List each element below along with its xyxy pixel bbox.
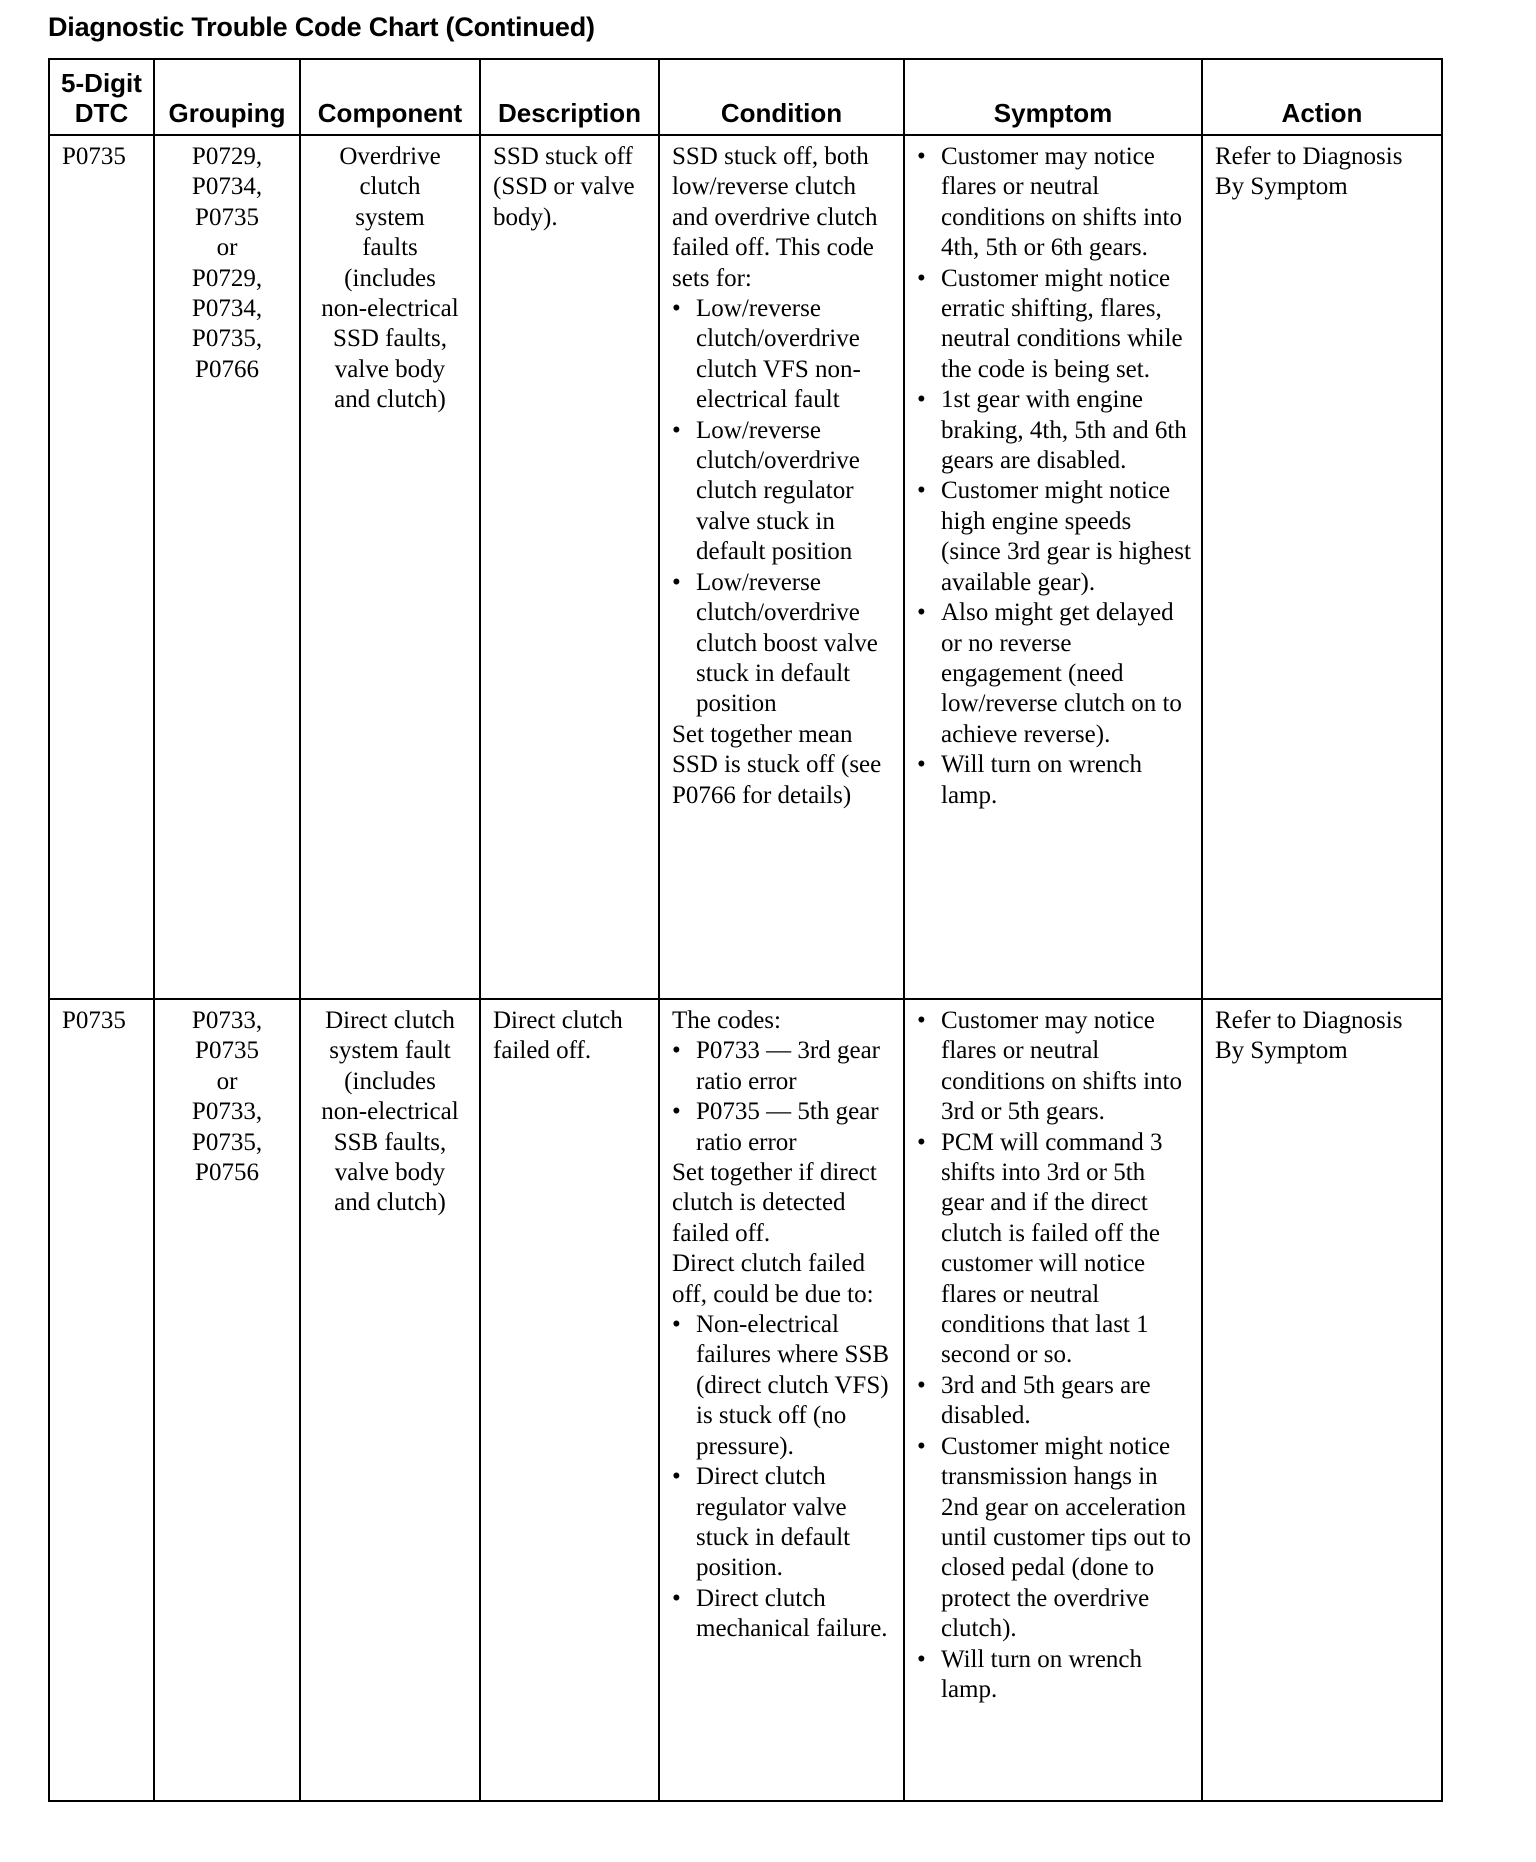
header-dtc <box>49 59 154 135</box>
list-item <box>917 264 1191 386</box>
dtc-chart-table <box>48 58 1443 1802</box>
symptom-bullet-text: Customer might notice high engine speeds (since 3rd gear is highest available gear). <box>941 477 1191 596</box>
condition-bullet-text: P0733 — 3rd gear ratio error <box>696 1037 880 1095</box>
grouping-cell <box>154 135 300 999</box>
grouping-line: P0735, <box>191 1128 263 1156</box>
component-line: non-electrical <box>321 1098 459 1126</box>
list-item <box>917 1006 1191 1128</box>
symptom-bullet-text: Also might get delayed or no reverse engagement (need low/reverse clutch on to achieve reverse). <box>941 599 1182 748</box>
grouping-cell <box>154 999 300 1801</box>
component-line: (includes <box>344 264 436 292</box>
component-line: and clutch) <box>334 1189 446 1217</box>
component-line: clutch <box>359 173 421 201</box>
grouping-line: or <box>216 234 238 262</box>
page-title: Diagnostic Trouble Code Chart (Continued) <box>48 12 595 42</box>
list-item <box>672 1310 893 1462</box>
header-dtc-label: 5-Digit DTC <box>61 68 142 128</box>
symptom-bullet-text: Will turn on wrench lamp. <box>941 751 1143 809</box>
symptom-bullet-text: Customer might notice transmission hangs in 2nd gear on acceleration until customer tips out to closed pedal (done to protect the overdrive clutch). <box>941 1432 1191 1643</box>
list-item <box>672 568 893 720</box>
symptom-bullet-text: Will turn on wrench lamp. <box>941 1645 1143 1703</box>
header-grouping: Grouping <box>154 59 300 135</box>
bullet-icon: • <box>917 599 926 627</box>
bullet-icon: • <box>672 1584 681 1612</box>
component-line: (includes <box>344 1067 436 1095</box>
list-item <box>672 1036 893 1097</box>
list-item <box>672 1584 893 1645</box>
condition-bullet-list <box>672 1310 893 1644</box>
bullet-icon: • <box>672 568 681 596</box>
condition-bullet-text: P0735 — 5th gear ratio error <box>696 1098 879 1156</box>
symptom-bullet-text: 3rd and 5th gears are disabled. <box>941 1371 1151 1430</box>
bullet-icon: • <box>672 1311 681 1339</box>
table-header-row <box>49 59 1442 135</box>
header-symptom: Symptom <box>904 59 1202 135</box>
list-item <box>672 294 893 416</box>
condition-cell <box>659 135 904 999</box>
symptom-cell <box>904 135 1202 999</box>
bullet-icon: • <box>917 1128 926 1156</box>
header-component: Component <box>300 59 480 135</box>
bullet-icon: • <box>672 1037 681 1065</box>
component-line: faults <box>362 234 418 262</box>
list-item <box>672 1097 893 1158</box>
header-action: Action <box>1202 59 1442 135</box>
grouping-line: P0756 <box>195 1159 259 1187</box>
bullet-icon: • <box>917 143 926 170</box>
action-cell: Refer to Diagnosis By Symptom <box>1202 135 1442 999</box>
header-condition: Condition <box>659 59 904 135</box>
list-item <box>917 142 1191 264</box>
symptom-cell <box>904 999 1202 1801</box>
grouping-line: P0729, <box>191 143 263 170</box>
condition-bullet-list <box>672 1036 893 1158</box>
list-item <box>917 476 1191 598</box>
description-cell: Direct clutch failed off. <box>480 999 659 1801</box>
bullet-icon: • <box>672 1463 681 1491</box>
component-line: Direct clutch <box>325 1007 455 1034</box>
table-row <box>49 135 1442 999</box>
component-line: system fault <box>329 1037 451 1065</box>
condition-bullet-text: Direct clutch regulator valve stuck in default position. <box>696 1463 851 1582</box>
grouping-line: P0735 <box>195 1037 259 1065</box>
symptom-bullet-text: 1st gear with engine braking, 4th, 5th and 6th gears are disabled. <box>941 386 1187 475</box>
description-cell: SSD stuck off (SSD or valve body). <box>480 135 659 999</box>
condition-bullet-text: Low/reverse clutch/overdrive clutch regulator valve stuck in default position <box>696 416 860 566</box>
bullet-icon: • <box>917 386 926 414</box>
list-item <box>672 416 893 568</box>
grouping-line: P0734, <box>191 295 263 323</box>
bullet-icon: • <box>917 477 926 505</box>
list-item <box>672 1462 893 1584</box>
list-item <box>917 1432 1191 1645</box>
list-item <box>917 1645 1191 1706</box>
component-line: SSB faults, <box>333 1128 447 1156</box>
component-line: valve body <box>334 355 446 383</box>
condition-bullet-text: Non-electrical failures where SSB (direct clutch VFS) is stuck off (no pressure). <box>696 1311 890 1460</box>
condition-bullet-text: Low/reverse clutch/overdrive clutch boost valve stuck in default position <box>696 568 878 718</box>
dtc-cell: P0735 <box>49 135 154 999</box>
component-line: system <box>355 203 425 231</box>
list-item <box>917 1371 1191 1432</box>
symptom-bullet-text: Customer may notice flares or neutral conditions on shifts into 3rd or 5th gears. <box>941 1007 1182 1126</box>
condition-outro: Set together mean SSD is stuck off (see P0766 for details) <box>672 720 882 809</box>
grouping-line: P0735 <box>195 203 259 231</box>
header-description: Description <box>480 59 659 135</box>
list-item <box>917 750 1191 811</box>
bullet-icon: • <box>672 416 681 444</box>
symptom-bullet-text: PCM will command 3 shifts into 3rd or 5th gear and if the direct clutch is failed off the customer will notice flares or neutral conditions that last 1 second or so. <box>941 1128 1163 1369</box>
action-cell: Refer to Diagnosis By Symptom <box>1202 999 1442 1801</box>
component-line: Overdrive <box>339 143 441 170</box>
dtc-cell: P0735 <box>49 999 154 1801</box>
grouping-line: P0735, <box>191 325 263 353</box>
grouping-line: P0734, <box>191 173 263 201</box>
bullet-icon: • <box>672 295 681 323</box>
grouping-line: or <box>216 1067 238 1095</box>
component-cell <box>300 135 480 999</box>
bullet-icon: • <box>917 751 926 779</box>
list-item <box>917 1128 1191 1371</box>
component-line: SSD faults, <box>333 325 447 353</box>
condition-bullet-text: Direct clutch mechanical failure. <box>696 1584 888 1643</box>
grouping-line: P0766 <box>195 355 259 383</box>
condition-bullet-list <box>672 294 893 720</box>
list-item <box>917 385 1191 476</box>
condition-middle-text: Direct clutch failed off, could be due to: <box>672 1250 874 1308</box>
condition-middle-text: Set together if direct clutch is detected failed off. <box>672 1159 877 1247</box>
component-line: and clutch) <box>334 386 446 414</box>
bullet-icon: • <box>917 1007 926 1034</box>
table-row <box>49 999 1442 1801</box>
grouping-line: P0733, <box>191 1098 263 1126</box>
symptom-bullet-list <box>917 1006 1191 1705</box>
symptom-bullet-list <box>917 142 1191 811</box>
symptom-bullet-text: Customer might notice erratic shifting, flares, neutral conditions while the code is being set. <box>941 264 1183 383</box>
bullet-icon: • <box>917 264 926 292</box>
condition-bullet-text: Low/reverse clutch/overdrive clutch VFS non-electrical fault <box>696 295 861 414</box>
component-line: valve body <box>334 1159 446 1187</box>
component-cell <box>300 999 480 1801</box>
component-line: non-electrical <box>321 295 459 323</box>
bullet-icon: • <box>917 1645 926 1673</box>
symptom-bullet-text: Customer may notice flares or neutral conditions on shifts into 4th, 5th or 6th gears. <box>941 143 1182 262</box>
grouping-line: P0733, <box>191 1007 263 1034</box>
list-item <box>917 598 1191 750</box>
grouping-line: P0729, <box>191 264 263 292</box>
condition-intro: SSD stuck off, both low/reverse clutch and overdrive clutch failed off. This code sets for: <box>672 143 878 292</box>
bullet-icon: • <box>672 1098 681 1126</box>
condition-cell <box>659 999 904 1801</box>
bullet-icon: • <box>917 1371 926 1399</box>
bullet-icon: • <box>917 1432 926 1460</box>
condition-intro: The codes: <box>672 1007 781 1034</box>
